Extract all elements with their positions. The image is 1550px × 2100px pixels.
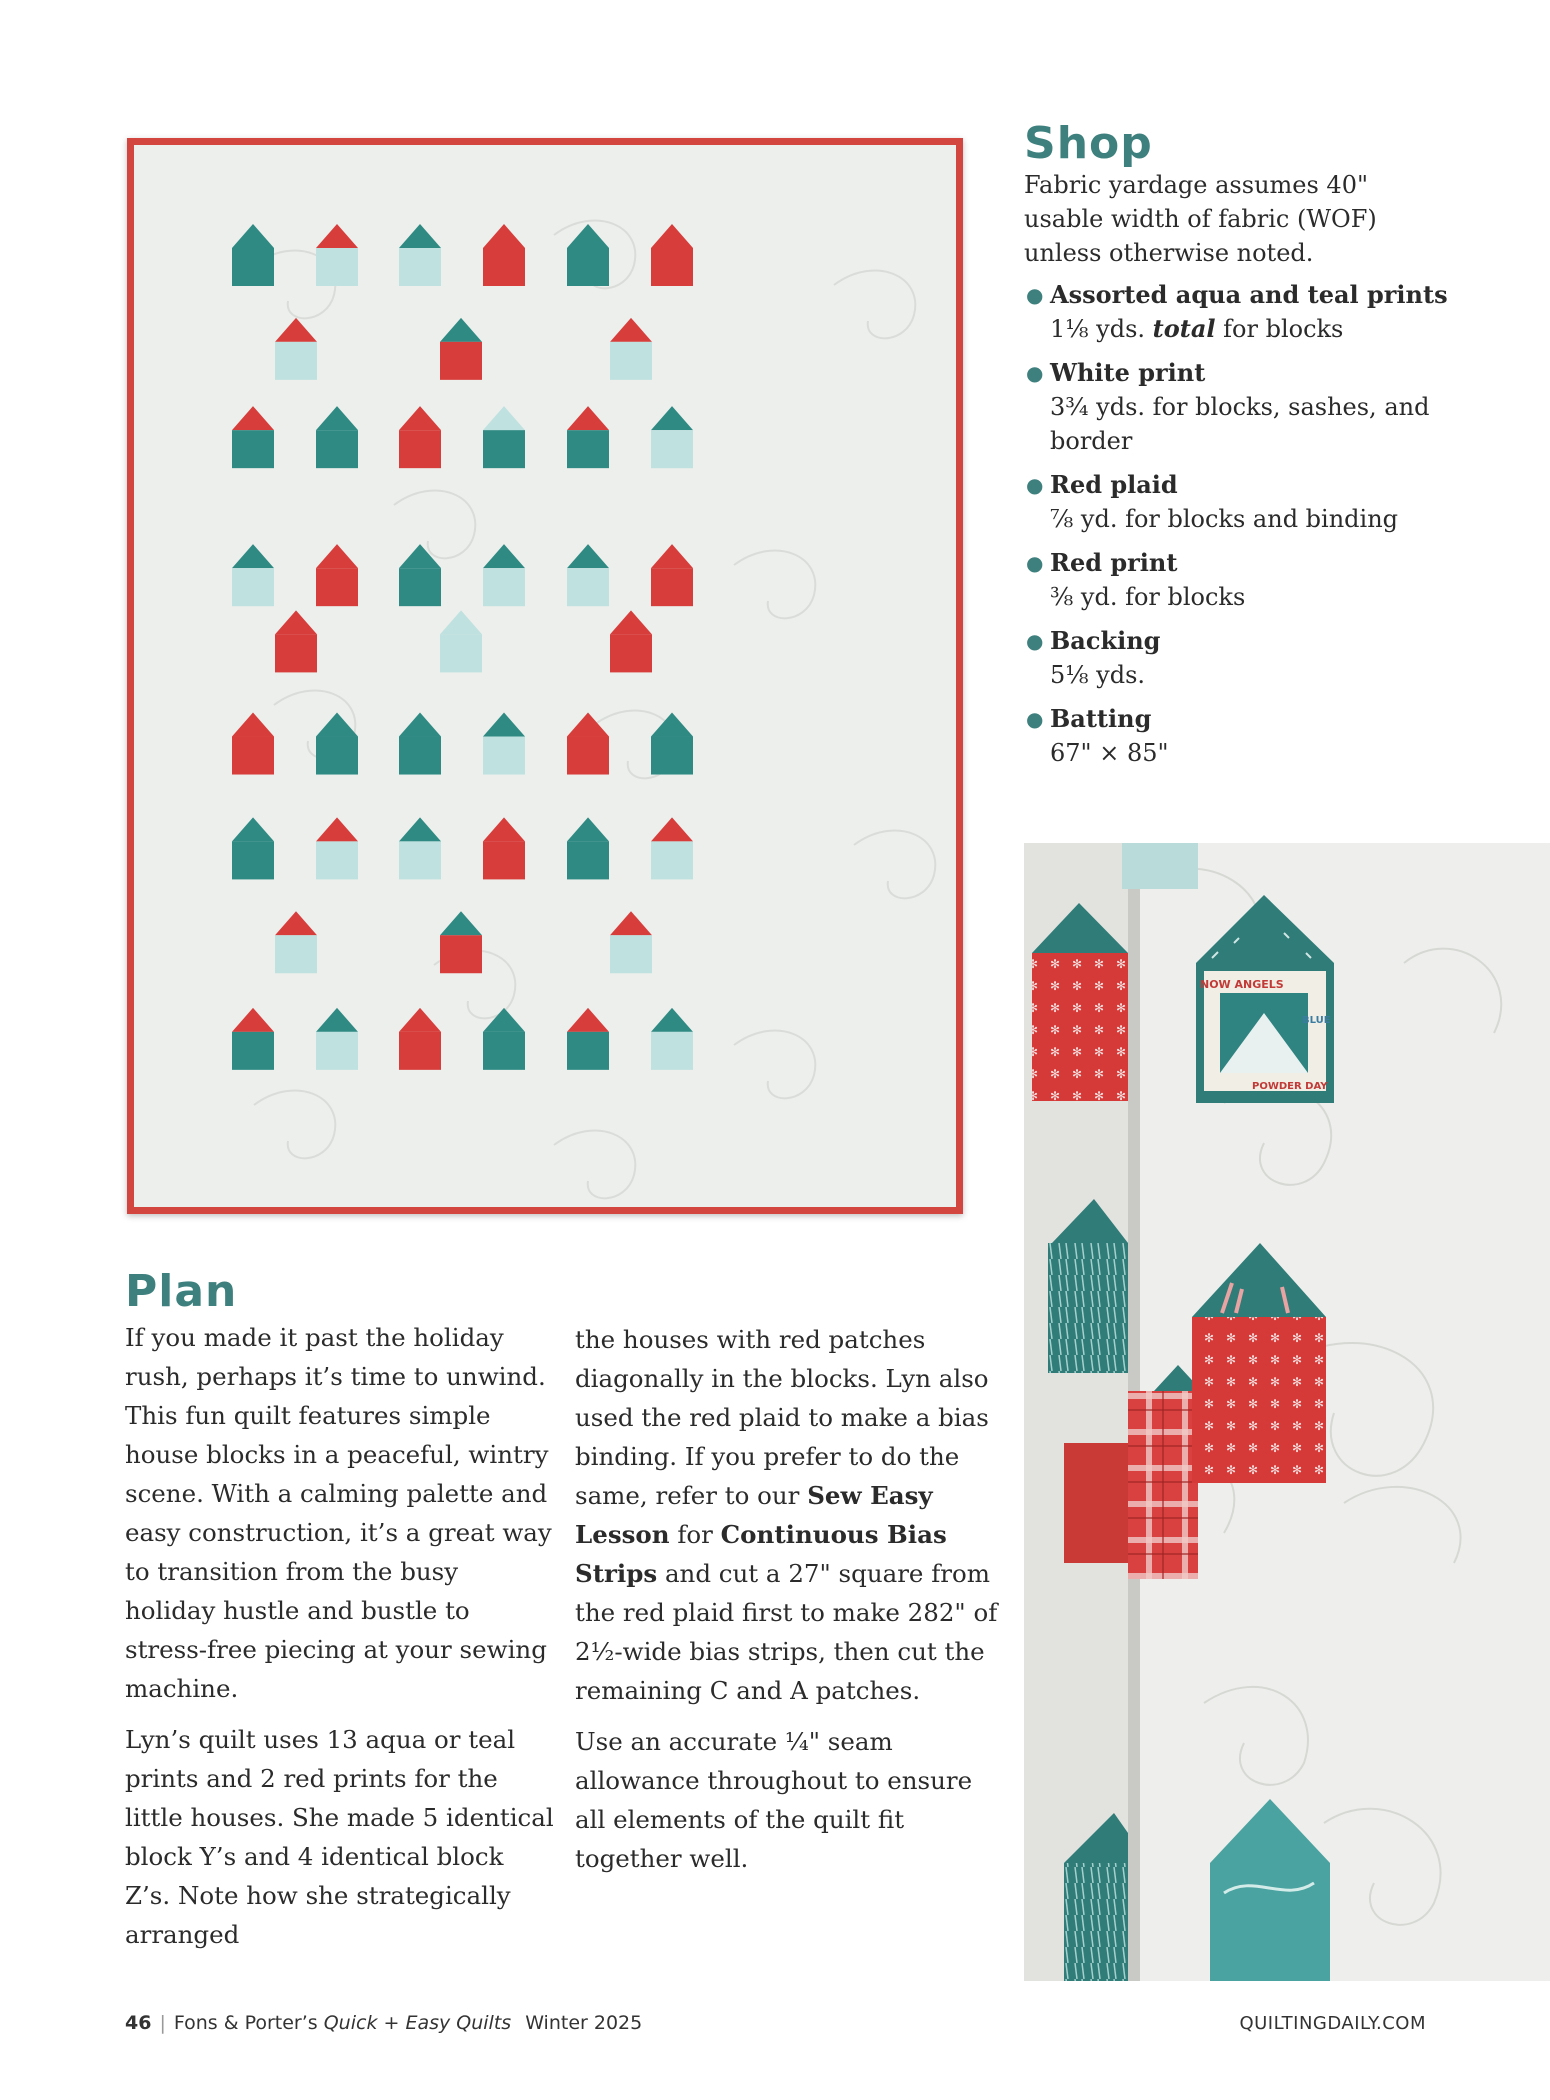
quilting-swirl bbox=[834, 271, 915, 339]
house-body bbox=[275, 935, 317, 973]
shop-item bbox=[1024, 356, 1484, 458]
quilting-swirl bbox=[734, 1031, 815, 1099]
house-roof bbox=[275, 318, 317, 342]
house-body bbox=[275, 634, 317, 672]
plan-paragraph: If you made it past the holiday rush, perhaps it’s time to unwind. This fun quilt features simple house blocks in a peaceful, wintry scene. With a calming palette and easy construction, it’s a great way to transition from the busy holiday hustle and bustle to stress-free piecing at your sewing machine. bbox=[125, 1323, 552, 1703]
house-roof bbox=[316, 713, 358, 737]
footer-magazine-title: Quick + Easy Quilts bbox=[323, 2012, 512, 2034]
bullet-icon: ● bbox=[1026, 283, 1044, 307]
house-roof bbox=[610, 610, 652, 634]
house-roof bbox=[440, 318, 482, 342]
house-roof bbox=[567, 817, 609, 841]
house-body bbox=[316, 1032, 358, 1070]
shop-item-name: White print bbox=[1050, 358, 1206, 387]
house-body bbox=[440, 342, 482, 380]
plan-column-1 bbox=[125, 1318, 555, 1966]
house-body bbox=[232, 568, 274, 606]
house-body bbox=[483, 737, 525, 775]
shop-item-name: Batting bbox=[1050, 704, 1152, 733]
house-roof bbox=[440, 911, 482, 935]
quilting-swirl bbox=[254, 1091, 335, 1159]
house-roof bbox=[316, 544, 358, 568]
house-roof bbox=[651, 817, 693, 841]
house-body bbox=[399, 737, 441, 775]
house-roof bbox=[399, 713, 441, 737]
house-roof bbox=[232, 544, 274, 568]
house-roof bbox=[567, 1008, 609, 1032]
house-body bbox=[316, 568, 358, 606]
house-body bbox=[610, 935, 652, 973]
house-body bbox=[440, 935, 482, 973]
shop-item-name: Backing bbox=[1050, 626, 1161, 655]
house-roof bbox=[232, 713, 274, 737]
footer-credit bbox=[125, 2012, 642, 2034]
house-body bbox=[440, 634, 482, 672]
house-body bbox=[610, 342, 652, 380]
house-body bbox=[232, 737, 274, 775]
house-body bbox=[610, 634, 652, 672]
quilting-swirl bbox=[734, 551, 815, 619]
shop-item-name: Assorted aqua and teal prints bbox=[1050, 280, 1448, 309]
house-roof bbox=[399, 817, 441, 841]
footer-website: QUILTINGDAILY.COM bbox=[1239, 2013, 1426, 2034]
house-body bbox=[651, 248, 693, 286]
fabric-print-label: POWDER DAY bbox=[1252, 1081, 1328, 1092]
house-body bbox=[567, 430, 609, 468]
house-roof bbox=[232, 1008, 274, 1032]
house-body bbox=[399, 1032, 441, 1070]
shop-item-detail-amount: 1⅛ yds. bbox=[1050, 315, 1153, 343]
house-body bbox=[316, 248, 358, 286]
house-roof bbox=[399, 1008, 441, 1032]
house-body bbox=[232, 841, 274, 879]
house-roof bbox=[483, 817, 525, 841]
page-number: 46 bbox=[125, 2012, 152, 2034]
shop-item-detail: ⅜ yd. for blocks bbox=[1050, 583, 1246, 611]
house-roof bbox=[316, 406, 358, 430]
house-body bbox=[483, 841, 525, 879]
quilt-photo bbox=[127, 138, 963, 1214]
house-roof bbox=[651, 544, 693, 568]
house-roof bbox=[275, 911, 317, 935]
house-roof bbox=[651, 224, 693, 248]
bullet-icon: ● bbox=[1026, 551, 1044, 575]
house-body bbox=[567, 737, 609, 775]
house-roof bbox=[567, 544, 609, 568]
shop-item-detail: 3¾ yds. for blocks, sashes, and border bbox=[1050, 393, 1430, 455]
house-body bbox=[651, 430, 693, 468]
quilt-detail-photo bbox=[1024, 843, 1550, 1981]
house-roof bbox=[232, 817, 274, 841]
shop-item bbox=[1024, 278, 1484, 346]
house-roof bbox=[610, 318, 652, 342]
house-roof bbox=[567, 224, 609, 248]
house-body bbox=[316, 841, 358, 879]
house-roof bbox=[651, 1008, 693, 1032]
quilting-swirl bbox=[394, 491, 475, 559]
house-body bbox=[275, 342, 317, 380]
shop-intro: Fabric yardage assumes 40" usable width of fabric (WOF) unless otherwise noted. bbox=[1024, 171, 1377, 267]
shop-item-detail: 5⅛ yds. bbox=[1050, 661, 1146, 689]
house-body bbox=[651, 841, 693, 879]
footer-separator: | bbox=[159, 2012, 166, 2034]
house-roof bbox=[316, 817, 358, 841]
house-roof bbox=[275, 610, 317, 634]
house-body bbox=[567, 841, 609, 879]
house-body bbox=[483, 1032, 525, 1070]
house-body bbox=[483, 568, 525, 606]
house-roof bbox=[651, 406, 693, 430]
house-body bbox=[399, 248, 441, 286]
house-roof bbox=[399, 224, 441, 248]
fabric-print-label: NOW ANGELS bbox=[1200, 978, 1284, 991]
house-roof bbox=[483, 406, 525, 430]
plan-column-2 bbox=[575, 1320, 1005, 1890]
house-roof bbox=[399, 406, 441, 430]
plan-text: for bbox=[669, 1520, 721, 1549]
shop-item-detail: 67" × 85" bbox=[1050, 739, 1169, 767]
house-body bbox=[651, 1032, 693, 1070]
shop-item-name: Red print bbox=[1050, 548, 1178, 577]
plan-paragraph: Lyn’s quilt uses 13 aqua or teal prints and 2 red prints for the little houses. She made 5 identical block Y’s and 4 identical block Z’s. Note how she strategically arranged bbox=[125, 1725, 554, 1949]
shop-item bbox=[1024, 624, 1484, 692]
house-roof bbox=[483, 224, 525, 248]
shop-item-detail: ⅞ yd. for blocks and binding bbox=[1050, 505, 1399, 533]
sew-easy-lesson-reference: Sew Easy Lesson bbox=[575, 1481, 933, 1549]
shop-item bbox=[1024, 546, 1484, 614]
house-roof bbox=[483, 1008, 525, 1032]
fabric-print-label: BLUE bbox=[1302, 1015, 1331, 1026]
quilt-background bbox=[134, 145, 956, 1207]
house-body bbox=[232, 430, 274, 468]
house-body bbox=[399, 841, 441, 879]
house-body bbox=[567, 248, 609, 286]
house-body bbox=[651, 568, 693, 606]
plan-text: the houses with red patches diagonally in the blocks. Lyn also used the red plaid to make a bias binding. If you prefer to do the same, refer to our bbox=[575, 1325, 989, 1510]
house-body bbox=[399, 568, 441, 606]
house-roof bbox=[316, 1008, 358, 1032]
house-body bbox=[567, 1032, 609, 1070]
bullet-icon: ● bbox=[1026, 629, 1044, 653]
footer-brand: Fons & Porter’s bbox=[173, 2012, 324, 2034]
house-roof bbox=[567, 713, 609, 737]
bullet-icon: ● bbox=[1026, 361, 1044, 385]
shop-item-detail bbox=[1050, 312, 1484, 346]
shop-heading: Shop bbox=[1024, 118, 1153, 169]
plan-heading: Plan bbox=[125, 1266, 238, 1317]
house-body bbox=[316, 737, 358, 775]
shop-item-detail-use: for blocks bbox=[1215, 315, 1344, 343]
bullet-icon: ● bbox=[1026, 473, 1044, 497]
footer-issue: Winter 2025 bbox=[525, 2012, 643, 2034]
house-roof bbox=[610, 911, 652, 935]
shop-item-name: Red plaid bbox=[1050, 470, 1178, 499]
plan-paragraph bbox=[575, 1320, 1005, 1710]
house-body bbox=[232, 248, 274, 286]
house-roof bbox=[440, 610, 482, 634]
plan-paragraph: Use an accurate ¼" seam allowance throughout to ensure all elements of the quilt fit together well. bbox=[575, 1727, 973, 1873]
house-roof bbox=[232, 406, 274, 430]
house-roof bbox=[483, 544, 525, 568]
house-body bbox=[483, 430, 525, 468]
quilting-swirl bbox=[554, 1131, 635, 1199]
quilt-detail-illustration bbox=[1024, 843, 1550, 1981]
house-body bbox=[651, 737, 693, 775]
house-body bbox=[232, 1032, 274, 1070]
house-body bbox=[316, 430, 358, 468]
shop-item bbox=[1024, 702, 1484, 770]
house-body bbox=[567, 568, 609, 606]
quilt-house-blocks bbox=[134, 145, 956, 1207]
plan-text: and cut a 27" square from the red plaid first to make 282" of 2½-wide bias strips, then cut the remaining C and A patches. bbox=[575, 1559, 998, 1705]
shop-list bbox=[1024, 278, 1484, 780]
house-roof bbox=[567, 406, 609, 430]
continuous-bias-strips-reference: Continuous Bias Strips bbox=[575, 1520, 947, 1588]
house-body bbox=[483, 248, 525, 286]
house-body bbox=[399, 430, 441, 468]
shop-item-detail-emphasis: total bbox=[1152, 314, 1216, 343]
bullet-icon: ● bbox=[1026, 707, 1044, 731]
house-roof bbox=[483, 713, 525, 737]
shop-item bbox=[1024, 468, 1484, 536]
house-roof bbox=[232, 224, 274, 248]
quilting-swirl bbox=[854, 831, 935, 899]
house-roof bbox=[316, 224, 358, 248]
